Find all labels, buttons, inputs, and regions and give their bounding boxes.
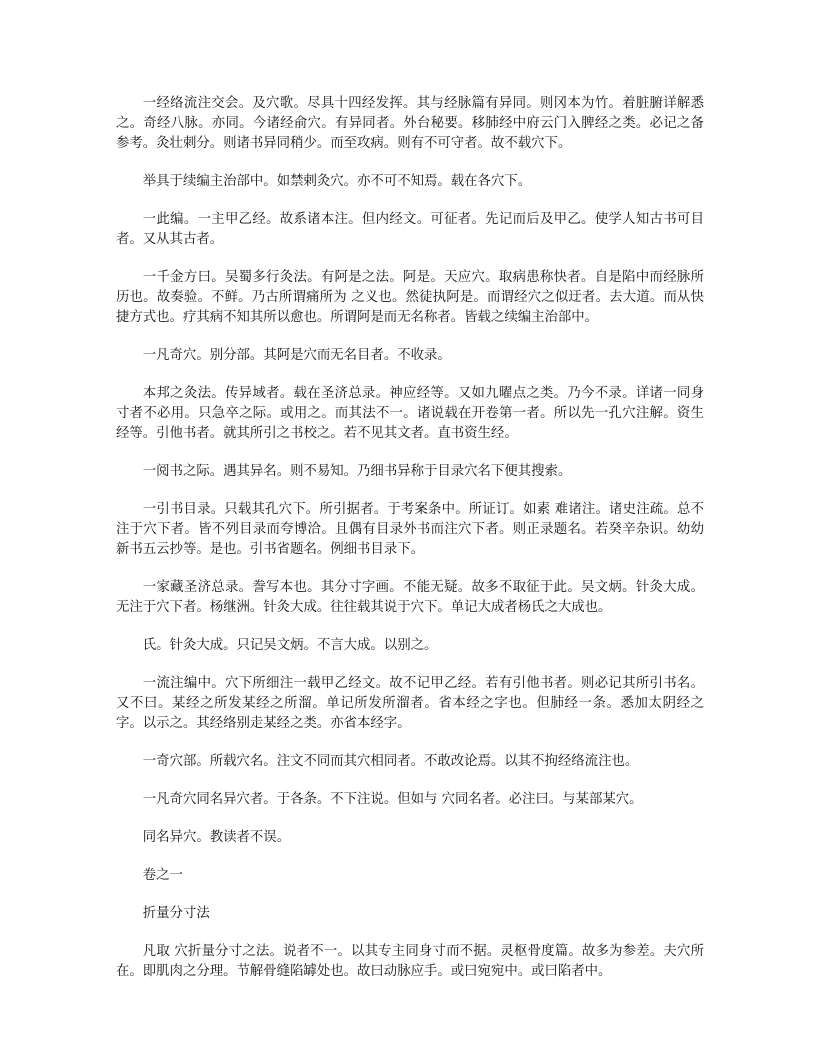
paragraph-liuzhu-bian: 一流注编中。穴下所细注一载甲乙经文。故不记甲乙经。若有引他书者。则必记其所引书名。又不曰。某经之所发某经之所溜。单记所发所溜者。省本经之字也。但肺经一条。悉加太阴经之字。以示之。其经络别走某经之类。亦省本经字。	[116, 676, 704, 731]
paragraph-zhu-jiayi: 一此编。一主甲乙经。故系诸本注。但内经文。可征者。先记而后及甲乙。使学人知古书可目者。又从其古者。	[116, 212, 704, 247]
paragraph-qixue-bu: 一奇穴部。所载穴名。注文不同而其穴相同者。不敢改论焉。以其不拘经络流注也。	[142, 754, 639, 769]
paragraph-tongming-yixue: 一凡奇穴同名异穴者。于各条。不下注说。但如与 穴同名者。必注曰。与某部某穴。	[142, 792, 643, 807]
paragraph-jinci-jiuxue: 举具于续编主治部中。如禁剌灸穴。亦不可不知焉。载在各穴下。	[142, 174, 532, 189]
paragraph-ashi-fa: 一千金方曰。吴蜀多行灸法。有阿是之法。阿是。天应穴。取病患称快者。自是陷中而经脉所历也。故奏验。不鲜。乃古所谓痛所为 之义也。然徒执阿是。而谓经穴之似迂者。去大道。而从快捷方式也。疗其病不知其所以愈也。所谓阿是而无名称者。皆载之续编主治部中。	[116, 270, 704, 325]
paragraph-zheliang-fencun: 凡取 穴折量分寸之法。说者不一。以其专主同身寸而不据。灵枢骨度篇。故多为参差。夫穴所在。即肌肉之分理。节解骨缝陷罅处也。故曰动脉应手。或曰宛宛中。或曰陷者中。	[116, 944, 704, 979]
paragraph-benbang-jiufa: 本邦之灸法。传异域者。载在圣济总录。神应经等。又如九曜点之类。乃今不录。详诸一同身寸者不必用。只急卒之际。或用之。而其法不一。诸说载在开卷第一者。所以先一孔穴注解。资生经等。引他书者。就其所引之书校之。若不见其文者。直书资生经。	[116, 386, 704, 441]
paragraph-yinshu-mulu: 一引书目录。只载其孔穴下。所引据者。于考案条中。所证订。如素 难诸注。诸史注疏。总不注于穴下者。皆不列目录而夸博洽。且偶有目录外书而注穴下者。则正录题名。若癸辛杂识。幼幼新书五云抄等。是也。引书省题名。例细书目录下。	[116, 502, 704, 557]
paragraph-yiming: 一阅书之际。遇其异名。则不易知。乃细书异称于目录穴名下便其搜索。	[142, 464, 572, 479]
paragraph-qixue-fenbu: 一凡奇穴。别分部。其阿是穴而无名目者。不收录。	[142, 348, 451, 363]
paragraph-liuzhu-jiaohui: 一经络流注交会。及穴歌。尽具十四经发挥。其与经脉篇有异同。则冈本为竹。着脏腑详解悉之。奇经八脉。亦同。今诸经俞穴。有异同者。外台秘要。移肺经中府云门入脾经之类。必记之备参考。灸壮刺分。则诸书异同稍少。而至攻病。则有不可守者。故不载穴下。	[116, 96, 704, 151]
volume-heading: 卷之一	[142, 868, 183, 883]
paragraph-zhenjiu-dacheng: 氏。针灸大成。只记吴文炳。不言大成。以别之。	[142, 638, 438, 653]
section-heading: 折量分寸法	[142, 906, 210, 921]
paragraph-shengji-zonglu: 一家藏圣济总录。誊写本也。其分寸字画。不能无疑。故多不取征于此。吴文炳。针灸大成。无注于穴下者。杨继洲。针灸大成。往往载其说于穴下。单记大成者杨氏之大成也。	[116, 580, 704, 615]
paragraph-jiaodu-buwu: 同名异穴。教读者不误。	[142, 830, 291, 845]
document-page	[116, 94, 704, 1000]
